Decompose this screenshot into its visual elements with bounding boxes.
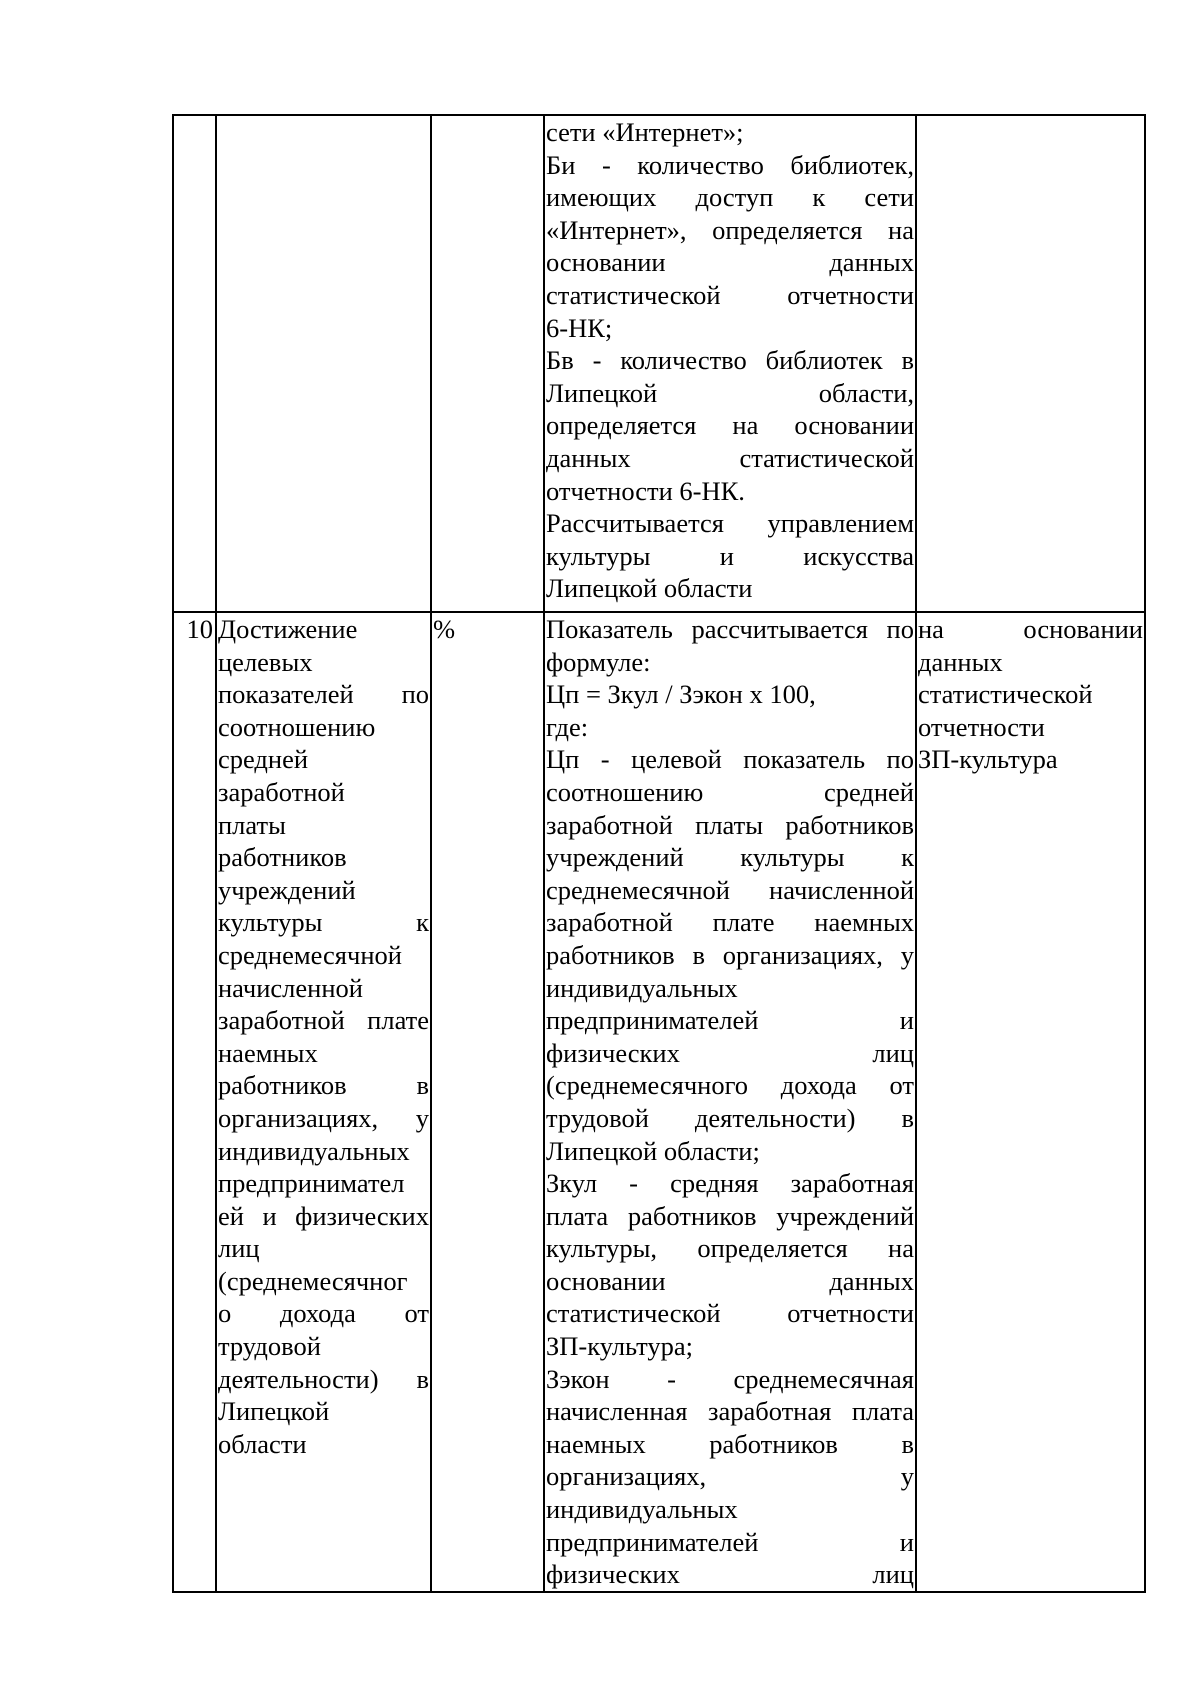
text-line: предпринимателей и: [546, 1526, 914, 1557]
table-row: [173, 115, 1145, 612]
text-line: где:: [546, 711, 589, 742]
text-line: средней: [218, 744, 309, 775]
text-line: заработной платы работников: [546, 809, 914, 840]
text-line: Достижение: [218, 614, 358, 644]
text-line: плата работников учреждений: [546, 1200, 914, 1231]
text-line: деятельности) в: [218, 1363, 429, 1394]
calculation-method-cell: [544, 612, 916, 1592]
text-line: предпринимателей и: [546, 1005, 914, 1036]
text-line: индивидуальных: [218, 1135, 410, 1166]
text-line: соотношению средней: [546, 776, 914, 807]
text-line: организациях, у: [218, 1102, 429, 1133]
text-line: работников в: [218, 1070, 429, 1101]
text-line: физических лиц: [546, 1559, 914, 1590]
text-line: Рассчитывается управлением: [546, 508, 914, 539]
text-line: статистической: [918, 679, 1093, 710]
text-line: Липецкой области;: [546, 1135, 760, 1166]
text-line: Зэкон - среднемесячная: [546, 1363, 914, 1394]
text-line: на основании: [918, 614, 1143, 644]
text-line: индивидуальных: [546, 1494, 738, 1525]
indicator-name-cell: [216, 612, 431, 1592]
table-row: [173, 612, 1145, 1592]
text-line: 6-НК;: [546, 312, 613, 343]
text-line: отчетности: [918, 711, 1045, 742]
text-line: начисленной: [218, 972, 363, 1003]
text-line: среднемесячной: [218, 939, 402, 970]
data-source-cell: [916, 612, 1145, 1592]
text-line: лиц: [218, 1233, 260, 1264]
text-line: определяется на основании: [546, 410, 914, 441]
text-line: сети «Интернет»;: [546, 117, 744, 147]
data-source-cell: [916, 115, 1145, 612]
unit-cell: %: [431, 612, 544, 1592]
text-line: статистической отчетности: [546, 1298, 914, 1329]
text-line: начисленная заработная плата: [546, 1396, 914, 1427]
text-line: платы: [218, 809, 286, 840]
text-line: культуры к: [218, 907, 429, 938]
text-line: учреждений культуры к: [546, 842, 914, 873]
text-line: индивидуальных: [546, 972, 738, 1003]
text-line: Цп = Зкул / Зэкон х 100,: [546, 679, 816, 710]
text-line: Би - количество библиотек,: [546, 149, 914, 180]
text-line: (среднемесячного дохода от: [546, 1070, 914, 1101]
text-line: данных: [918, 646, 1003, 677]
text-line: области: [218, 1428, 307, 1459]
text-line: заработной: [218, 776, 345, 807]
unit-cell: [431, 115, 544, 612]
text-line: Цп - целевой показатель по: [546, 744, 914, 775]
text-line: ей и физических: [218, 1200, 429, 1231]
text-line: предпринимател: [218, 1168, 405, 1199]
text-line: культуры и искусства: [546, 540, 914, 571]
text-line: работников в организациях, у: [546, 939, 914, 970]
text-line: (среднемесячног: [218, 1265, 408, 1296]
indicator-name-cell: [216, 115, 431, 612]
text-line: основании данных: [546, 1265, 914, 1296]
text-line: культуры, определяется на: [546, 1233, 914, 1264]
text-line: трудовой: [218, 1331, 321, 1362]
text-line: соотношению: [218, 711, 376, 742]
text-line: формуле:: [546, 646, 651, 677]
text-line: статистической отчетности: [546, 279, 914, 310]
text-line: заработной плате: [218, 1005, 429, 1036]
text-line: отчетности 6-НК.: [546, 475, 745, 506]
text-line: трудовой деятельности) в: [546, 1102, 914, 1133]
text-line: работников: [218, 842, 347, 873]
text-line: среднемесячной начисленной: [546, 874, 914, 905]
row-number-cell: [173, 115, 216, 612]
text-line: Липецкой области,: [546, 377, 914, 408]
text-line: учреждений: [218, 874, 356, 905]
text-line: имеющих доступ к сети: [546, 182, 914, 213]
indicators-table: [172, 114, 1146, 1593]
text-line: ЗП-культура: [918, 744, 1058, 775]
text-line: данных статистической: [546, 442, 914, 473]
text-line: Липецкой области: [546, 573, 753, 604]
text-line: заработной плате наемных: [546, 907, 914, 938]
text-line: физических лиц: [546, 1037, 914, 1068]
text-line: наемных работников в: [546, 1428, 914, 1459]
text-line: о дохода от: [218, 1298, 429, 1329]
text-line: ЗП-культура;: [546, 1331, 693, 1362]
text-line: основании данных: [546, 247, 914, 278]
calculation-method-cell: [544, 115, 916, 612]
text-line: целевых: [218, 646, 313, 677]
text-line: Бв - количество библиотек в: [546, 345, 914, 376]
text-line: Липецкой: [218, 1396, 330, 1427]
text-line: наемных: [218, 1037, 318, 1068]
text-line: Показатель рассчитывается по: [546, 614, 914, 644]
text-line: организациях, у: [546, 1461, 914, 1492]
text-line: Зкул - средняя заработная: [546, 1168, 914, 1199]
text-line: показателей по: [218, 679, 429, 710]
row-number-cell: 10: [173, 612, 216, 1592]
text-line: «Интернет», определяется на: [546, 214, 914, 245]
